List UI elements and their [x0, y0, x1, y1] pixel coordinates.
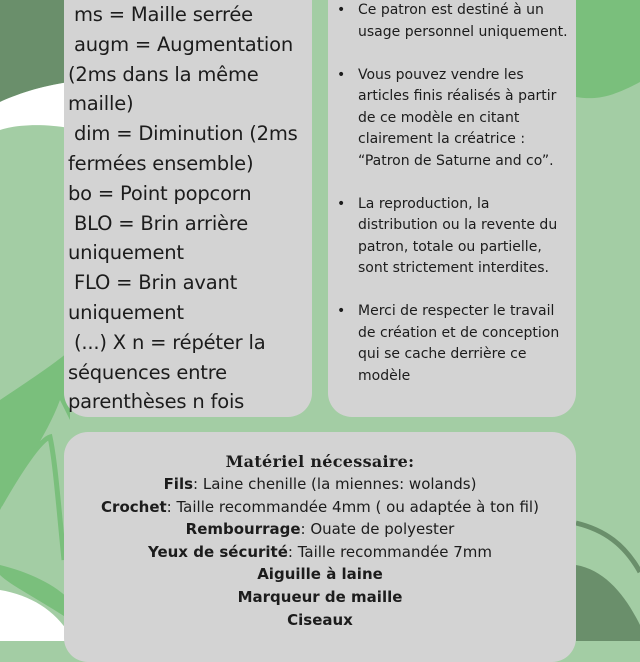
bullet-icon: •	[337, 303, 346, 319]
material-item	[64, 541, 576, 564]
material-item	[64, 518, 576, 541]
bullet-icon: •	[337, 195, 346, 212]
bullet-icon: •	[337, 66, 346, 83]
material-value: : Taille recommandée 4mm ( ou adaptée à ton fil)	[166, 497, 539, 516]
material-item	[64, 586, 576, 609]
material-item	[64, 473, 576, 496]
bullet-icon: •	[337, 2, 346, 18]
abbreviation-item: dim = Diminution (2ms fermées ensemble)	[68, 122, 304, 175]
materials-title: Matériel nécessaire:	[225, 452, 415, 471]
abbreviation-item: (...) X n = répéter la séquences entre parenthèses n fois	[68, 330, 272, 414]
materials-card	[64, 432, 576, 662]
material-label: Rembourrage	[185, 520, 301, 539]
materials-list	[64, 473, 576, 631]
abbreviation-item: BLO = Brin arrière uniquement	[68, 211, 255, 265]
abbreviation-item: augm = Augmentation (2ms dans la même maille)	[68, 32, 299, 116]
material-value: : Ouate de polyester	[300, 520, 455, 539]
abbreviations-card	[64, 0, 312, 417]
rule-text: Ce patron est destiné à un usage personnel uniquement.	[358, 2, 568, 40]
rule-item	[337, 301, 570, 387]
abbreviations-list	[68, 0, 308, 417]
usage-rules-card	[328, 0, 576, 417]
abbreviation-item: ms = Maille serrée	[68, 3, 253, 26]
material-label: Crochet	[101, 497, 167, 516]
abbreviation-item: bo = Point popcorn	[68, 181, 252, 205]
material-item	[64, 609, 576, 632]
material-label: Yeux de sécurité	[147, 542, 288, 561]
rule-item	[337, 194, 570, 280]
rule-item	[337, 0, 570, 43]
material-label: Marqueur de maille	[237, 587, 403, 606]
rule-text: Vous pouvez vendre les articles finis réalisés à partir de ce modèle en citant clairement la créatrice : “Patron de Saturne and co”.	[358, 66, 557, 169]
material-value: : Laine chenille (la miennes: wolands)	[193, 475, 477, 493]
rule-text: Merci de respecter le travail de création et de conception qui se cache derrière ce modèle	[358, 303, 560, 384]
rule-text: La reproduction, la distribution ou la revente du patron, totale ou partielle, sont strictement interdites.	[358, 195, 558, 276]
material-value: : Taille recommandée 7mm	[287, 542, 493, 561]
material-label: Fils	[163, 475, 194, 493]
material-item	[64, 563, 576, 586]
material-label: Ciseaux	[287, 610, 353, 629]
usage-rules-list	[337, 0, 570, 409]
material-label: Aiguille à laine	[257, 565, 383, 584]
abbreviation-item: FLO = Brin avant uniquement	[68, 271, 244, 324]
rule-item	[337, 65, 570, 173]
material-item	[64, 496, 576, 519]
